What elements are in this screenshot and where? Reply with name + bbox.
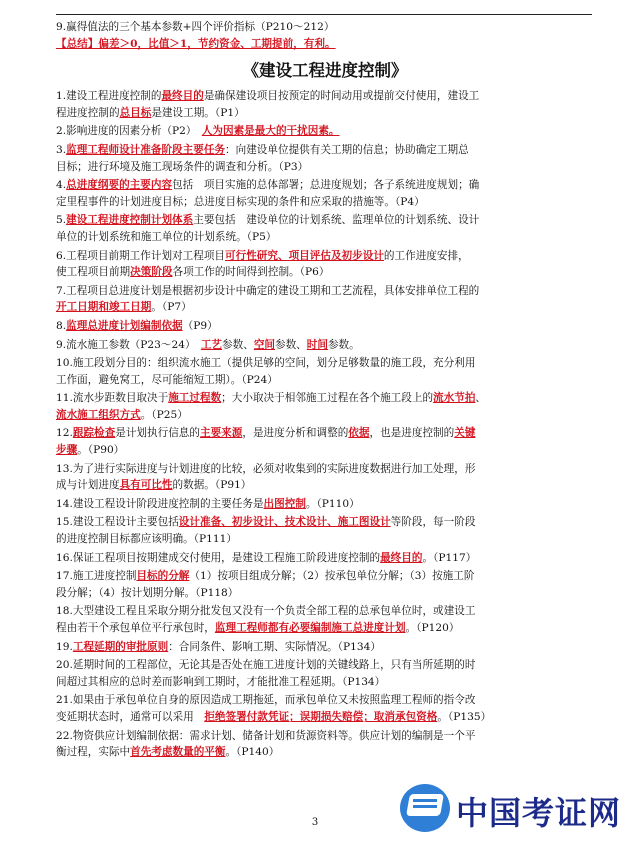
list-item: 17.施工进度控制目标的分解（1）按项目组成分解；（2）按承包单位分解；（3）按施工阶 段分解；（4）按计划期分解。（P118） xyxy=(56,570,475,599)
list-item: 6.工程项目前期工作计划对工程项目可行性研究、项目评估及初步设计的工作进度安排， 使工程项目前期决策阶段各项工作的时间得到控制。（P6） xyxy=(56,249,469,279)
page-number: 3 xyxy=(311,817,319,828)
document-body xyxy=(56,19,594,761)
list-item: 15.建设工程设计主要包括设计准备、初步设计、技术设计、施工图设计等阶段，每一阶段 的进度控制目标都应该明确。（P111） xyxy=(56,516,476,546)
watermark-text: 中国考证网 xyxy=(456,794,622,832)
list-item: 16.保证工程项目按期建成交付使用，是建设工程施工阶段进度控制的最终目的。（P117） xyxy=(56,551,477,564)
list-item: 12.跟踪检查是计划执行信息的主要来源，是进度分析和调整的依据，也是进度控制的关键 步骤。（P90） xyxy=(56,427,476,457)
list-item: 2.影响进度的因素分析（P2） 人为因素是最大的干扰因素。 xyxy=(56,125,340,138)
list-item: 9.流水施工参数（P23～24） 工艺参数、空间参数、时间参数。 xyxy=(56,338,360,351)
header-line: 9.赢得值法的三个基本参数+四个评价指标（P210～212） xyxy=(56,21,335,33)
list-item: 10.施工段划分目的：组织流水施工（提供足够的空间，划分足够数量的施工段，充分利用 工作面，避免窝工，尽可能缩短工期）。（P24） xyxy=(56,357,476,386)
list-item: 13.为了进行实际进度与计划进度的比较，必须对收集到的实际进度数据进行加工处理，形 成与计划进度具有可比性的数据。（P91） xyxy=(56,462,476,492)
list-item: 18.大型建设工程且采取分期分批发包又没有一个负责全部工程的总承包单位时，或建设工 程由若干个承包单位平行承包时，监理工程师都有必要编制施工总进度计划。（P120） xyxy=(56,605,476,634)
header-rule xyxy=(56,14,592,15)
list-item: 3.监理工程师设计准备阶段主要任务：向建设单位提供有关工期的信息；协助确定工期总 目标；进行环境及施工现场条件的调查和分析。（P3） xyxy=(56,143,469,173)
list-item: 7.工程项目总进度计划是根据初步设计中确定的建设工期和工艺流程，具体安排单位工程的 开工日期和竣工日期。（P7） xyxy=(56,284,480,314)
list-item: 4.总进度纲要的主要内容包括 项目实施的总体部署；总进度规划；各子系统进度规划；确 定里程事件的计划进度目标；总进度目标实现的条件和应采取的措施等。（P4） xyxy=(56,179,480,208)
list-item: 14.建设工程设计阶段进度控制的主要任务是出图控制。（P110） xyxy=(56,497,360,510)
list-item: 21.如果由于承包单位自身的原因造成工期拖延，而承包单位又未按照监理工程师的指令改 变延期状态时，通常可以采用 拒绝签署付款凭证；误期损失赔偿；取消承包资格。（P135） xyxy=(56,694,492,723)
list-item: 5.建设工程进度控制计划体系主要包括 建设单位的计划系统、监理单位的计划系统、设计 单位的计划系统和施工单位的计划系统。（P5） xyxy=(56,214,480,243)
graduation-cap-icon xyxy=(400,784,450,832)
list-item: 8.监理总进度计划编制依据（P9） xyxy=(56,319,218,332)
section-title: 《建设工程进度控制》 xyxy=(242,61,408,81)
list-item: 1.建设工程进度控制的最终目的是确保建设项目按预定的时间动用或提前交付使用，建设工 程进度控制的总目标是建设工期。（P1） xyxy=(56,90,480,119)
list-item: 22.物资供应计划编制依据：需求计划、储备计划和货源资料等。供应计划的编制是一个平 衡过程，实际中首先考虑数量的平衡。（P140） xyxy=(56,729,476,759)
watermark-logo xyxy=(400,780,622,836)
list-item: 11.流水步距数目取决于施工过程数；大小取决于相邻施工过程在各个施工段上的流水节拍、 流水施工组织方式。（P25） xyxy=(56,392,487,421)
list-item: 19.工程延期的审批原则：合同条件、影响工期、实际情况。（P134） xyxy=(56,640,381,653)
summary-line: 【总结】偏差＞0，比值＞1，节约资金、工期提前，有利。 xyxy=(56,37,336,50)
list-item: 20.延期时间的工程部位，无论其是否处在施工进度计划的关键线路上，只有当所延期的时 间超过其相应的总时差而影响到工期时，才能批准工程延期。（P134） xyxy=(56,659,476,688)
